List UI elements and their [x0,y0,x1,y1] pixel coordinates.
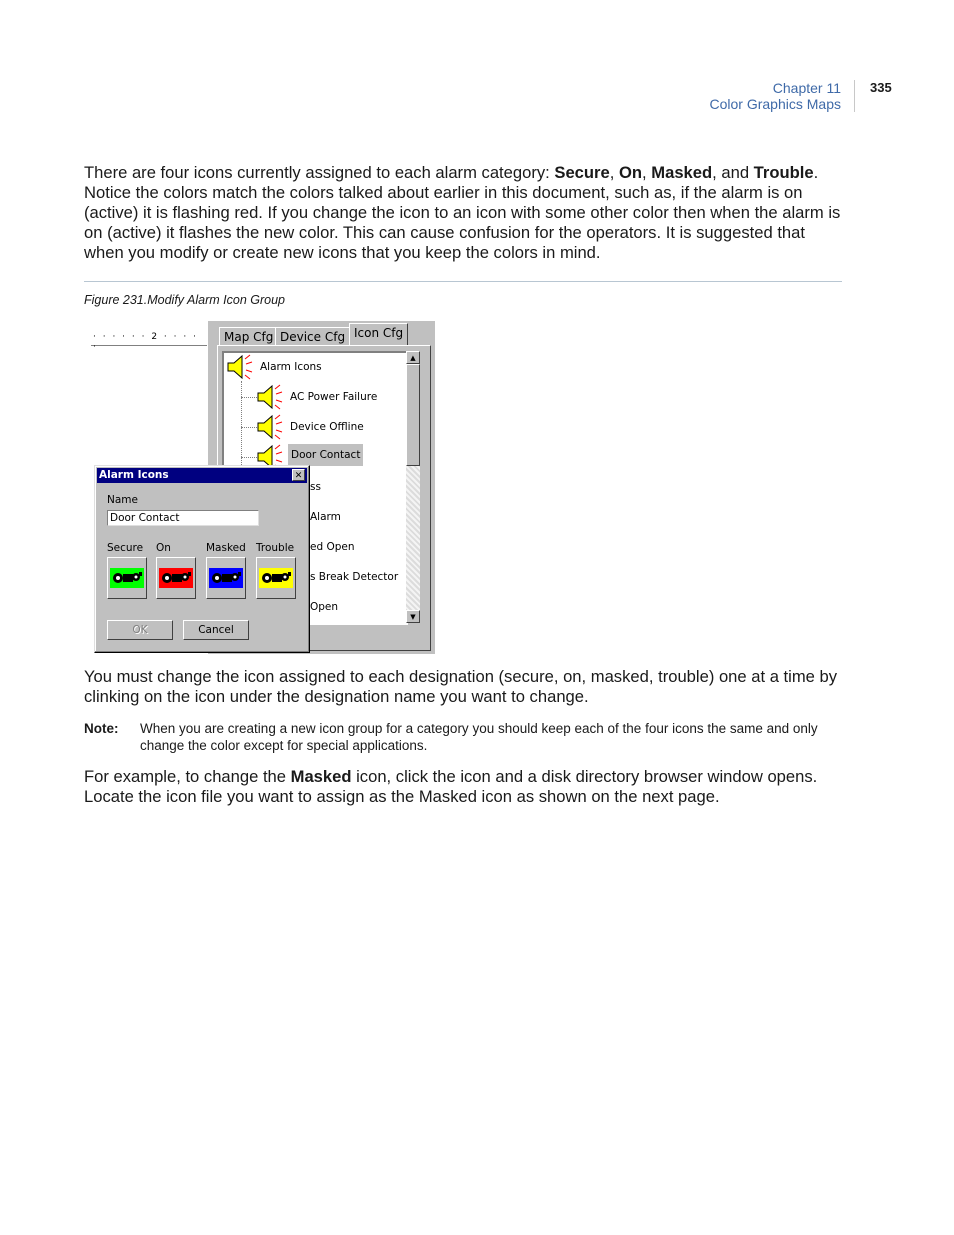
dialog-title: Alarm Icons [99,469,169,481]
name-label: Name [107,494,138,506]
secure-label: Secure [107,542,144,554]
example-paragraph [84,767,844,807]
term-masked-2: Masked [290,767,352,786]
camera-icon [209,568,243,588]
header-divider [854,80,855,112]
camera-icon [259,568,293,588]
chapter-label: Chapter 11 [772,80,841,96]
masked-icon-button[interactable] [206,557,246,599]
example-text-1: For example, to change the [84,767,291,786]
trouble-label: Trouble [256,542,295,554]
figure-caption: Figure 231.Modify Alarm Icon Group [84,293,286,307]
on-icon-button[interactable] [156,557,196,599]
tree-node-label: Alarm Icons [260,361,322,373]
intro-comma-1: , [609,163,619,182]
intro-paragraph [84,163,844,263]
figure-screenshot [91,321,435,654]
ruler-marks: · · · · · · 2 · · · · · [93,332,198,352]
term-secure: Secure [554,163,610,182]
dialog-title-bar [97,468,307,483]
section-rule [84,281,842,282]
cancel-button[interactable]: Cancel [183,620,249,640]
tree-node-partial[interactable]: ss [310,481,321,493]
term-trouble: Trouble [753,163,814,182]
masked-label: Masked [206,542,246,554]
intro-text-2: . Notice the colors match the colors talked about earlier in this document, such as, if the alarm is on (active) it is flashing red. If you change the icon to an icon with some other color then when the alarm is on (active) it flashes the new color. This can cause confusion for the operators. It is suggested that when you modify or create new icons that you keep the colors in mind. [84,163,841,262]
ruler [91,331,207,352]
page-number: 335 [870,80,892,95]
intro-text-1: There are four icons currently assigned to each alarm category: [84,163,555,182]
tab-device-cfg[interactable]: Device Cfg [275,327,350,346]
tree-scrollbar[interactable] [406,351,420,623]
note-label: Note: [84,721,119,736]
scroll-up-arrow[interactable]: ▲ [406,351,420,364]
tree-node-label: Device Offline [290,421,364,433]
tab-icon-cfg[interactable]: Icon Cfg [349,323,408,346]
designation-paragraph: You must change the icon assigned to each designation (secure, on, masked, trouble) one at a time by clinking on the icon under the designation name you want to change. [84,667,838,706]
tree-node-partial[interactable]: s Break Detector [310,571,399,583]
intro-comma-2: , [642,163,652,182]
term-masked: Masked [651,163,713,182]
speaker-icon [226,353,254,381]
scroll-thumb[interactable] [406,364,420,466]
section-label: Color Graphics Maps [709,96,841,112]
example-text-2: icon, click the icon and a disk directory browser window opens. Locate the icon file you want to assign as the Masked icon as shown on the next page. [84,767,818,806]
speaker-icon [256,413,284,441]
speaker-icon [256,383,284,411]
tree-node-partial[interactable]: Alarm [310,511,341,523]
tree-node-partial[interactable]: ed Open [310,541,355,553]
tree-node-label: AC Power Failure [290,391,378,403]
term-on: On [618,163,643,182]
secure-icon-button[interactable] [107,557,147,599]
name-field[interactable] [107,510,259,526]
alarm-icons-dialog [94,465,310,653]
trouble-icon-button[interactable] [256,557,296,599]
tree-node-label-selected: Door Contact [288,444,363,466]
note-text: When you are creating a new icon group for a category you should keep each of the four icons the same and only change the color except for special applications. [140,721,818,753]
tab-map-cfg[interactable]: Map Cfg [219,327,278,346]
camera-icon [110,568,144,588]
running-header [710,80,842,112]
intro-and: , and [712,163,754,182]
scroll-down-arrow[interactable]: ▼ [406,610,420,623]
close-icon[interactable]: ✕ [292,469,305,481]
ok-button[interactable]: OK [107,620,173,640]
tree-node-partial[interactable]: Open [310,601,339,613]
on-label: On [156,542,171,554]
camera-icon [159,568,193,588]
